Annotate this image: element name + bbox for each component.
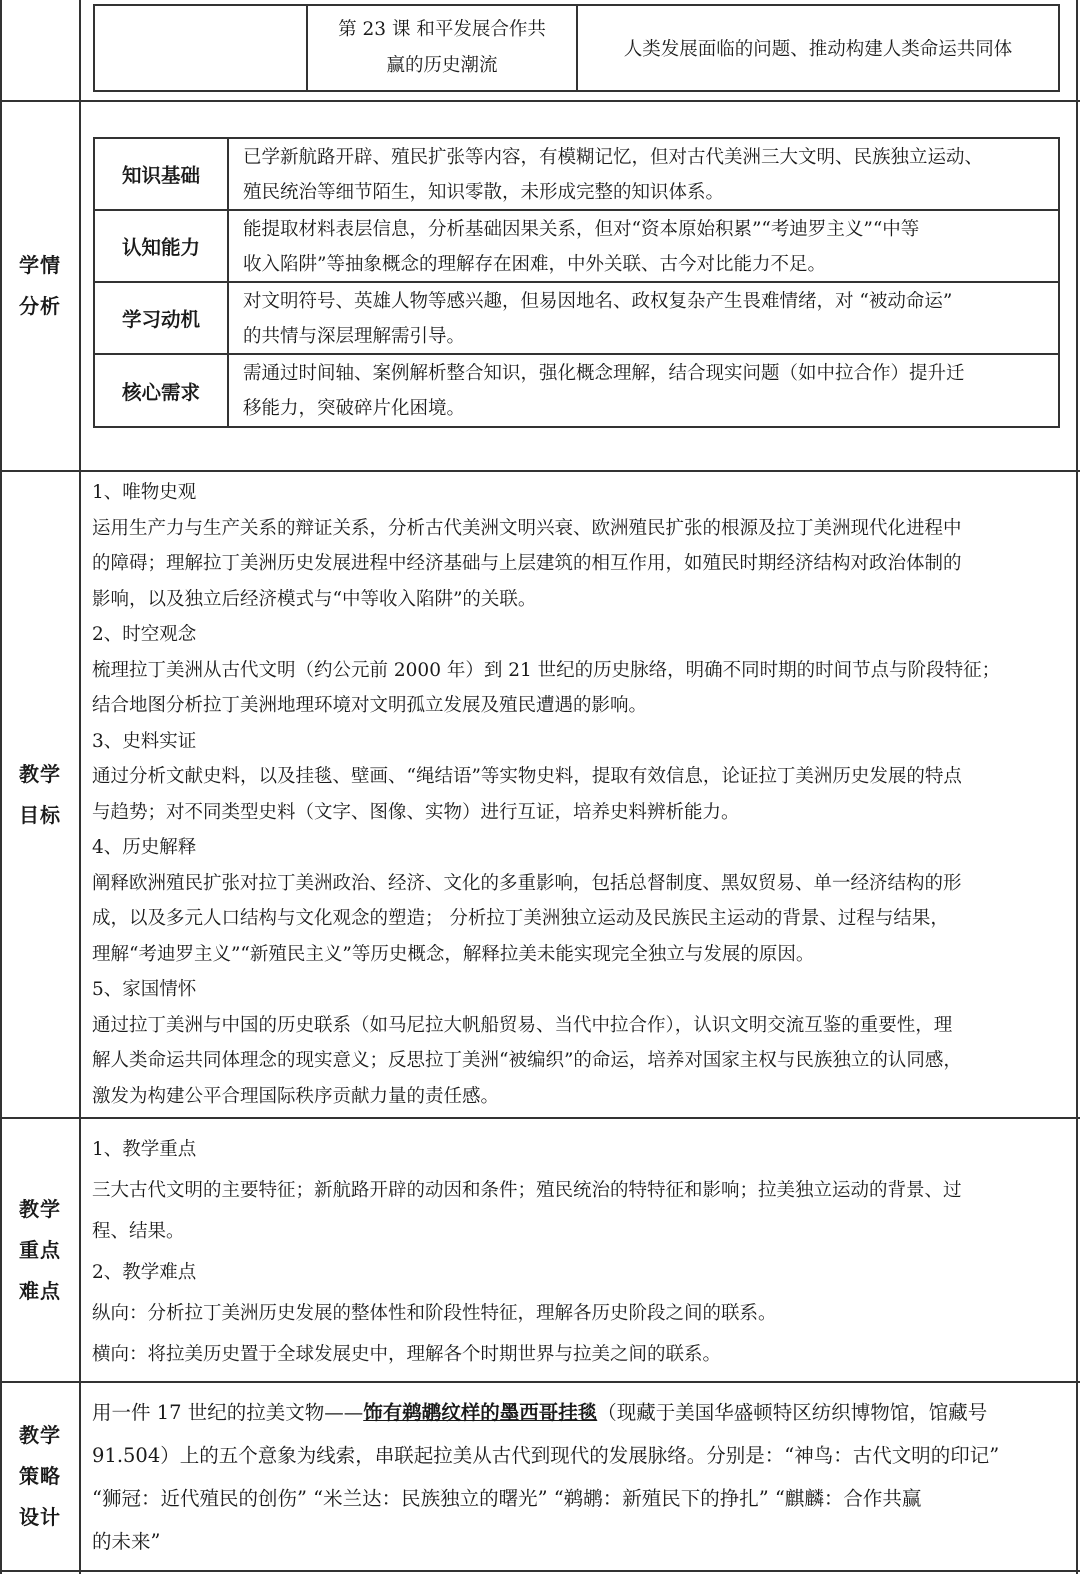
row-key: 核心需求: [95, 355, 229, 426]
row-divider: [0, 1381, 1080, 1383]
objective-text: 解人类命运共同体理念的现实意义；反思拉丁美洲“被编织”的命运，培养对国家主权与民族独立的认同感，: [92, 1050, 962, 1071]
lesson-topic-cell: 人类发展面临的问题、推动构建人类命运共同体: [623, 39, 1013, 60]
objective-heading: 2、时空观念: [92, 624, 197, 645]
row-divider: [0, 100, 1080, 102]
strategy-text: 用一件 17 世纪的拉美文物——饰有鹈鹕纹样的墨西哥挂毯（现藏于美国华盛顿特区纺织博物馆，馆藏号: [92, 1401, 988, 1424]
objective-text: 运用生产力与生产关系的辩证关系，分析古代美洲文明兴衰、欧洲殖民扩张的根源及拉丁美洲现代化进程中: [92, 517, 962, 539]
lesson-title-line: 第 23 课 和平发展合作共: [338, 19, 546, 40]
keypoint-heading: 2、教学难点: [92, 1262, 197, 1283]
row-value: 已学新航路开辟、殖民扩张等内容，有模糊记忆，但对古代美洲三大文明、民族独立运动、 殖民统治等细节陌生，知识零散，未形成完整的知识体系。: [243, 147, 984, 203]
objective-text: 梳理拉丁美洲从古代文明（约公元前 2000 年）到 21 世纪的历史脉络，明确不同时期的时间节点与阶段特征；: [92, 659, 1001, 681]
objective-heading: 1、唯物史观: [92, 482, 197, 503]
row-value: 能提取材料表层信息，分析基础因果关系，但对“资本原始积累”“考迪罗主义”“中等 收入陷阱”等抽象概念的理解存在困难，中外关联、古今对比能力不足。: [243, 219, 920, 275]
objective-heading: 3、史料实证: [92, 730, 197, 752]
table-row: [95, 139, 1058, 211]
row-key: 学习动机: [95, 283, 229, 353]
row-key: 认知能力: [95, 211, 229, 281]
keypoint-text: 横向：将拉美历史置于全球发展史中，理解各个时期世界与拉美之间的联系。: [92, 1344, 722, 1365]
keypoint-text: 程、结果。: [92, 1221, 185, 1242]
section-label-xueqing: 学情 分析: [19, 253, 61, 318]
strategy-text: 的未来”: [92, 1530, 161, 1553]
objective-text: 激发为构建公平合理国际秩序贡献力量的责任感。: [92, 1085, 500, 1107]
learning-situation-table: [93, 137, 1060, 428]
header-blank-cell: [95, 6, 308, 90]
teaching-objectives: [92, 475, 1064, 1114]
strategy-design: [92, 1391, 1064, 1563]
artifact-name: 饰有鹈鹕纹样的墨西哥挂毯: [363, 1401, 598, 1424]
objective-text: 成，以及多元人口结构与文化观念的塑造； 分析拉丁美洲独立运动及民族民主运动的背景、过程与结果，: [92, 908, 949, 929]
objective-text: 结合地图分析拉丁美洲地理环境对文明孤立发展及殖民遭遇的影响。: [92, 695, 648, 716]
section-label-zhongdian: 教学 重点 难点: [19, 1196, 61, 1303]
row-divider: [0, 470, 1080, 472]
keypoint-text: 三大古代文明的主要特征；新航路开辟的动因和条件；殖民统治的特特征和影响；拉美独立运动的背景、过: [92, 1180, 962, 1201]
section-label-celue: 教学 策略 设计: [19, 1423, 61, 1529]
row-value: 需通过时间轴、案例解析整合知识，强化概念理解，结合现实问题（如中拉合作）提升迁 移能力，突破碎片化困境。: [243, 363, 965, 419]
objective-heading: 4、历史解释: [92, 837, 197, 858]
objective-text: 通过拉丁美洲与中国的历史联系（如马尼拉大帆船贸易、当代中拉合作），认识文明交流互鉴的重要性，理: [92, 1014, 953, 1036]
objective-text: 影响，以及独立后经济模式与“中等收入陷阱”的关联。: [92, 588, 537, 610]
table-row: [95, 211, 1058, 283]
objective-text: 阐释欧洲殖民扩张对拉丁美洲政治、经济、文化的多重影响，包括总督制度、黑奴贸易、单一经济结构的形: [92, 872, 962, 894]
objective-text: 理解“考迪罗主义”“新殖民主义”等历史概念，解释拉美未能实现完全独立与发展的原因。: [92, 943, 815, 965]
table-row: [95, 283, 1058, 355]
outer-bottom-border: [0, 1570, 1080, 1572]
objective-heading: 5、家国情怀: [92, 979, 197, 1000]
keypoint-text: 纵向：分析拉丁美洲历史发展的整体性和阶段性特征，理解各历史阶段之间的联系。: [92, 1303, 777, 1324]
objective-text: 的障碍；理解拉丁美洲历史发展进程中经济基础与上层建筑的相互作用，如殖民时期经济结构对政治体制的: [92, 553, 962, 574]
row-value: 对文明符号、英雄人物等感兴趣，但易因地名、政权复杂产生畏难情绪，对 “被动命运” 的共情与深层理解需引导。: [243, 291, 953, 347]
lesson-title-line: 赢的历史潮流: [386, 55, 498, 76]
outer-right-border: [1076, 0, 1078, 1574]
strategy-text: “狮冠：近代殖民的创伤” “米兰达：民族独立的曙光” “鹈鹕：新殖民下的挣扎” “麒麟：合作共赢: [92, 1487, 922, 1510]
lesson-header-table: [93, 4, 1060, 92]
keypoint-heading: 1、教学重点: [92, 1139, 197, 1160]
row-divider: [0, 1117, 1080, 1119]
strategy-text: 91.504）上的五个意象为线索，串联起拉美从古代到现代的发展脉络。分别是：“神鸟：古代文明的印记”: [92, 1444, 1000, 1467]
table-row: [95, 355, 1058, 426]
objective-text: 与趋势；对不同类型史料（文字、图像、实物）进行互证，培养史料辨析能力。: [92, 801, 740, 823]
lesson-title-cell: [308, 6, 578, 90]
objective-text: 通过分析文献史料，以及挂毯、壁画、“绳结语”等实物史料，提取有效信息，论证拉丁美洲历史发展的特点: [92, 766, 962, 787]
key-points: [92, 1129, 1064, 1375]
row-key: 知识基础: [95, 139, 229, 209]
section-label-mubiao: 教学 目标: [19, 761, 61, 827]
